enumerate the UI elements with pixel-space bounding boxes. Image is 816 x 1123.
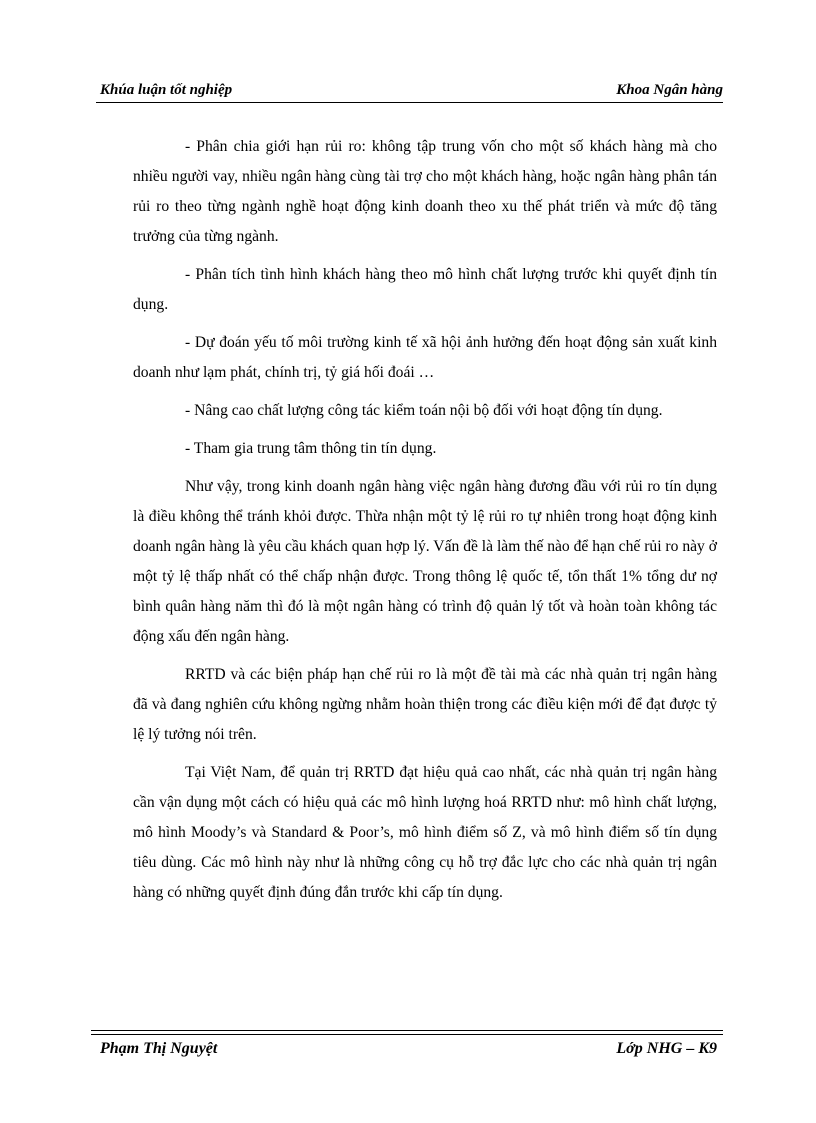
paragraph-credit-info-center: - Tham gia trung tâm thông tin tín dụng. bbox=[185, 440, 437, 457]
page-body bbox=[133, 132, 717, 916]
paragraph-risk-limit: - Phân chia giới hạn rủi ro: không tập trung vốn cho một số khách hàng mà cho nhiều người vay, nhiều ngân hàng cùng tài trợ cho một khách hàng, hoặc ngân hàng phân tán rủi ro theo từng ngành nghề hoạt động kinh doanh theo xu thế phát triển và mức độ tăng trưởng của từng ngành. bbox=[133, 138, 717, 245]
paragraph-internal-audit: - Nâng cao chất lượng công tác kiểm toán nội bộ đối với hoạt động tín dụng. bbox=[185, 402, 663, 419]
paragraph-risk-acceptance: Như vậy, trong kinh doanh ngân hàng việc ngân hàng đương đầu với rủi ro tín dụng là điều không thể tránh khỏi được. Thừa nhận một tỷ lệ rủi ro tự nhiên trong hoạt động kinh doanh ngân hàng là yêu cầu khách quan hợp lý. Vấn đề là làm thế nào để hạn chế rủi ro này ở một tỷ lệ thấp nhất có thể chấp nhận được. Trong thông lệ quốc tế, tổn thất 1% tổng dư nợ bình quân hàng năm thì đó là một ngân hàng có trình độ quản lý tốt và hoàn toàn không tác động xấu đến ngân hàng. bbox=[133, 478, 717, 645]
paragraph-environment-forecast: - Dự đoán yếu tố môi trường kinh tế xã hội ảnh hưởng đến hoạt động sản xuất kinh doanh như lạm phát, chính trị, tỷ giá hối đoái … bbox=[133, 334, 717, 381]
footer-rule-top bbox=[91, 1030, 723, 1031]
header-thesis-title: Khúa luận tốt nghiệp bbox=[100, 82, 233, 98]
paragraph-rrtd-research: RRTD và các biện pháp hạn chế rủi ro là một đề tài mà các nhà quản trị ngân hàng đã và đang nghiên cứu không ngừng nhằm hoàn thiện trong các điều kiện mới để đạt được tỷ lệ lý tưởng nói trên. bbox=[133, 666, 717, 743]
footer-author: Phạm Thị Nguyệt bbox=[100, 1040, 218, 1057]
footer-class: Lớp NHG – K9 bbox=[616, 1040, 717, 1057]
paragraph-customer-analysis: - Phân tích tình hình khách hàng theo mô hình chất lượng trước khi quyết định tín dụng. bbox=[133, 266, 717, 313]
header-faculty: Khoa Ngân hàng bbox=[616, 82, 723, 98]
page-header bbox=[96, 80, 723, 103]
footer-rule-bottom bbox=[91, 1034, 723, 1035]
paragraph-vietnam-models: Tại Việt Nam, để quản trị RRTD đạt hiệu quả cao nhất, các nhà quản trị ngân hàng cần vận dụng một cách có hiệu quả các mô hình lượng hoá RRTD như: mô hình chất lượng, mô hình Moody’s và Standard & Poor’s, mô hình điểm số Z, và mô hình điểm số tín dụng tiêu dùng. Các mô hình này như là những công cụ hỗ trợ đắc lực cho các nhà quản trị ngân hàng có những quyết định đúng đắn trước khi cấp tín dụng. bbox=[133, 764, 717, 901]
